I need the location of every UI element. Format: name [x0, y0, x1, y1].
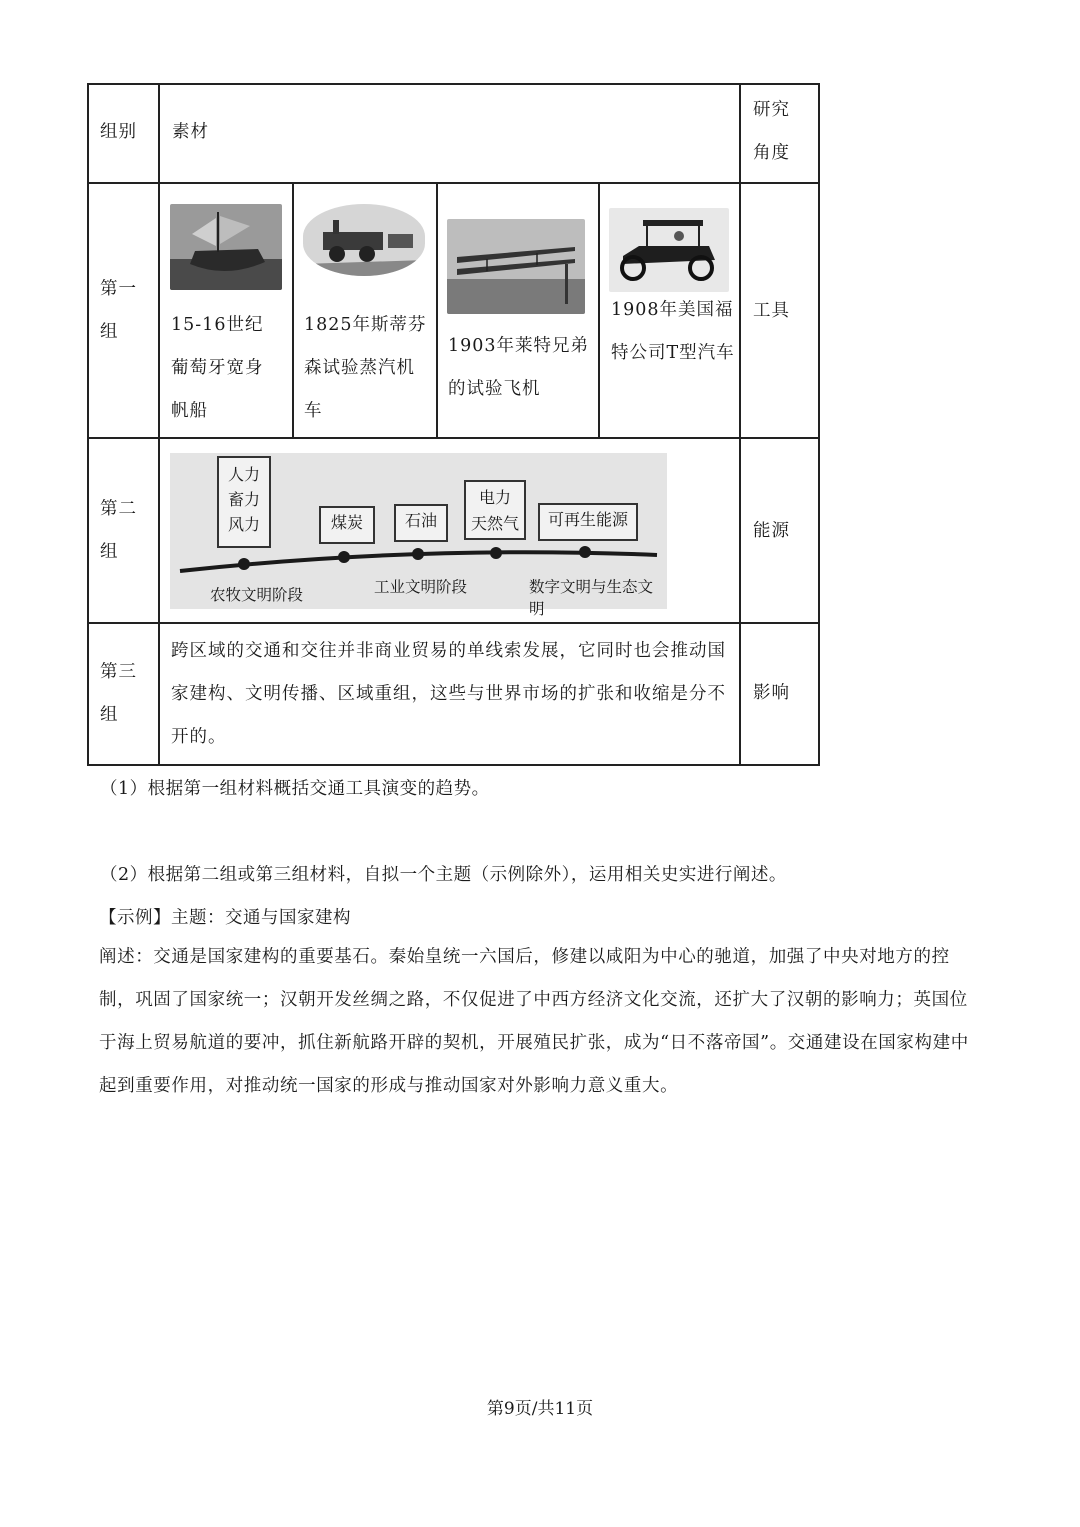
- caption-sailing-ship: 15-16世纪葡萄牙宽身帆船: [171, 315, 264, 421]
- table-border-top: [87, 83, 820, 85]
- steam-locomotive-photo: [303, 204, 425, 276]
- row2-group: 第二组: [100, 499, 137, 562]
- table-rule: [598, 182, 600, 438]
- table-rule: [87, 182, 820, 184]
- example-label: 【示例】: [99, 908, 171, 928]
- energy-timeline: [170, 453, 667, 618]
- table-border-right: [818, 83, 820, 766]
- timeline-box-electricity-gas: 电力 天然气: [464, 480, 526, 540]
- example-heading: [99, 904, 351, 929]
- sailing-ship-photo: [170, 204, 282, 290]
- timeline-box-manpower: 人力 畜力 风力: [217, 456, 271, 548]
- header-angle: 研究角度: [753, 100, 790, 163]
- header-group: 组别: [100, 122, 137, 142]
- row2-angle: 能源: [753, 521, 790, 541]
- timeline-box-coal: 煤炭: [319, 506, 375, 544]
- timeline-stage-digital: 数字文明与生态文明: [529, 578, 654, 618]
- timeline-box-oil: 石油: [394, 504, 448, 542]
- table-rule: [87, 622, 820, 624]
- question-1: （1）根据第一组材料概括交通工具演变的趋势。: [100, 779, 490, 799]
- table-border-left: [87, 83, 89, 766]
- timeline-stage-industrial: 工业文明阶段: [374, 578, 468, 596]
- question-2: （2）根据第二组或第三组材料，自拟一个主题（示例除外），运用相关史实进行阐述。: [100, 865, 787, 885]
- page-footer: 第9页/共11页: [486, 1399, 594, 1419]
- caption-steam-locomotive: 1825年斯蒂芬森试验蒸汽机车: [304, 315, 427, 421]
- table-rule: [436, 182, 438, 438]
- caption-airplane: 1903年莱特兄弟的试验飞机: [448, 336, 590, 399]
- header-material: 素材: [172, 122, 209, 142]
- example-body: 阐述：交通是国家建构的重要基石。秦始皇统一六国后，修建以咸阳为中心的驰道，加强了中央对地方的控制，巩固了国家统一；汉朝开发丝绸之路，不仅促进了中西方经济文化交流，还扩大了汉朝的影响力；英国位于海上贸易航道的要冲，抓住新航路开辟的契机，开展殖民扩张，成为“日不落帝国”。交通建设在国家构建中起到重要作用，对推动统一国家的形成与推动国家对外影响力意义重大。: [99, 947, 969, 1096]
- timeline-stage-agrarian: 农牧文明阶段: [210, 586, 304, 604]
- caption-model-t: 1908年美国福特公司T型汽车: [611, 300, 735, 363]
- row3-angle: 影响: [753, 683, 790, 703]
- table-rule: [87, 437, 820, 439]
- example-theme: 主题：交通与国家建构: [171, 908, 351, 928]
- table-border-bottom: [87, 764, 820, 766]
- row3-text: 跨区域的交通和交往并非商业贸易的单线索发展，它同时也会推动国家建构、文明传播、区域重组，这些与世界市场的扩张和收缩是分不开的。: [171, 641, 726, 747]
- row3-group: 第三组: [100, 662, 137, 725]
- table-rule: [739, 83, 741, 766]
- ford-model-t-photo: [609, 208, 729, 292]
- wright-airplane-photo: [447, 219, 585, 314]
- timeline-box-renewable: 可再生能源: [538, 503, 638, 541]
- row1-group: 第一组: [100, 279, 137, 342]
- row1-angle: 工具: [753, 301, 790, 321]
- table-rule: [292, 182, 294, 438]
- table-rule: [158, 83, 160, 766]
